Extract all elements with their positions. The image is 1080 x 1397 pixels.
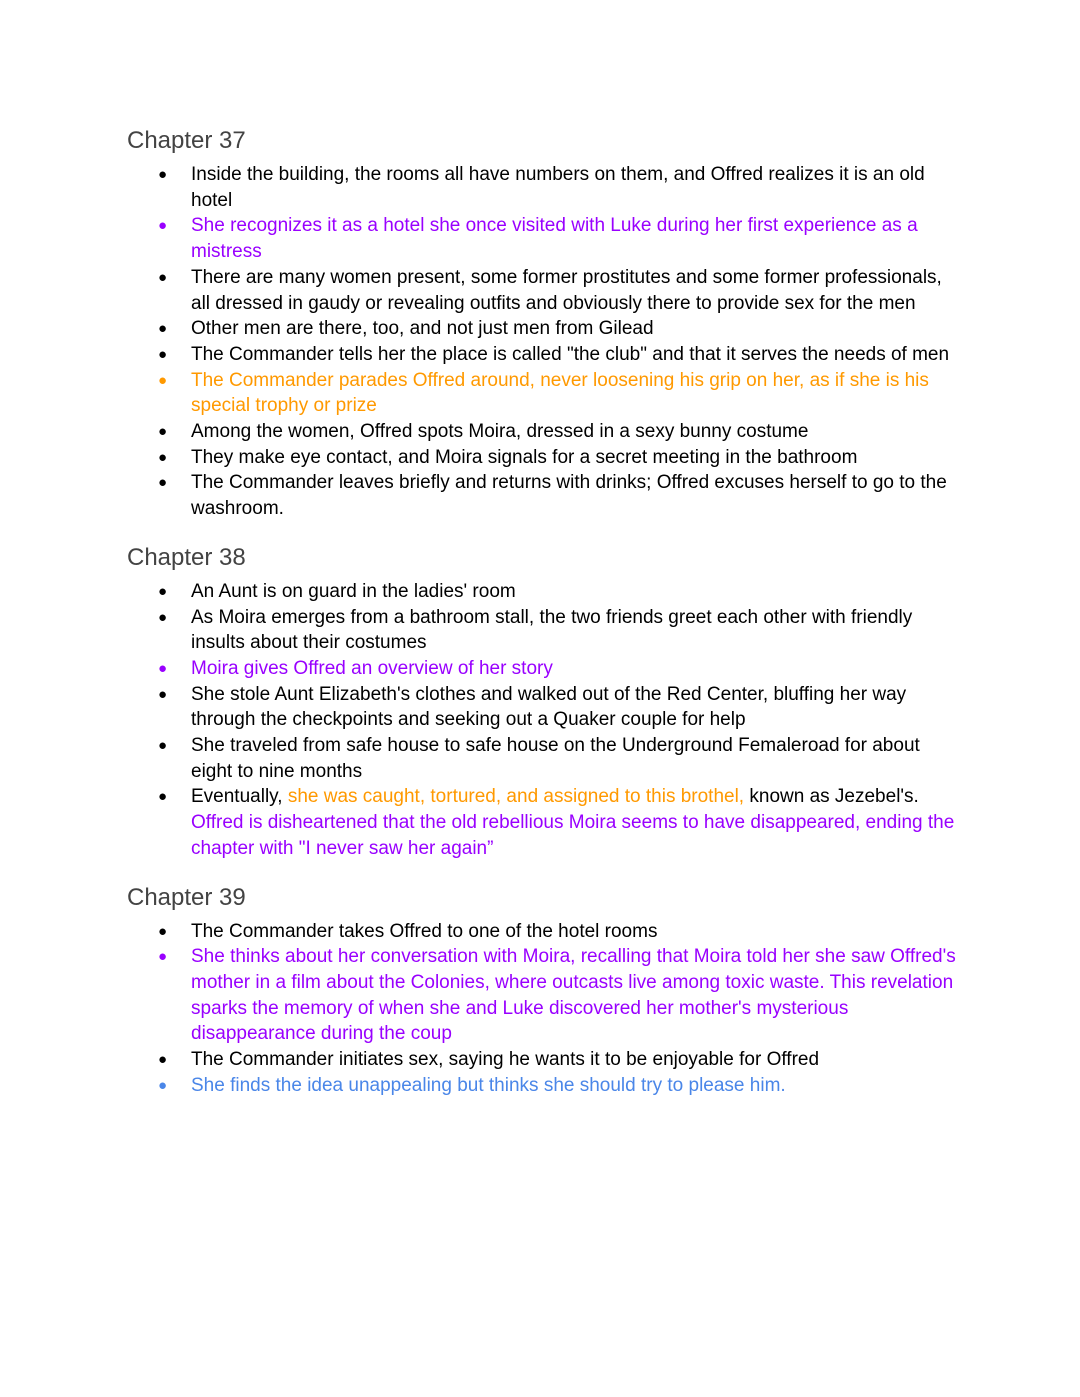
list-item — [127, 368, 959, 419]
bullet-list — [127, 579, 967, 862]
bullet-icon: ● — [158, 448, 168, 466]
list-item-text: She thinks about her conversation with Moira, recalling that Moira told her she saw Offred's mother in a film about the Colonies, where outcasts live among toxic waste. This revelation sparks the memory of when she and Luke discovered her mother's mysterious disappearance during the coup — [191, 946, 956, 1045]
bullet-icon: ● — [158, 371, 168, 389]
list-item — [127, 162, 959, 213]
list-item — [127, 213, 959, 264]
list-item — [127, 342, 959, 368]
list-item — [127, 445, 959, 471]
chapter-heading: Chapter 38 — [127, 543, 246, 571]
list-item-text: Eventually, — [191, 786, 288, 808]
bullet-icon: ● — [158, 608, 168, 626]
bullet-icon: ● — [158, 922, 168, 940]
list-item — [127, 1073, 959, 1099]
list-item-text: Other men are there, too, and not just men from Gilead — [191, 318, 654, 340]
bullet-icon: ● — [158, 1076, 168, 1094]
bullet-icon: ● — [158, 474, 168, 492]
list-item — [127, 733, 959, 784]
bullet-icon: ● — [158, 685, 168, 703]
bullet-icon: ● — [158, 423, 168, 441]
bullet-icon: ● — [158, 659, 168, 677]
bullet-icon: ● — [158, 948, 168, 966]
list-item-text: Moira gives Offred an overview of her story — [191, 657, 553, 679]
bullet-icon: ● — [158, 1051, 168, 1069]
list-item-text: She traveled from safe house to safe house on the Underground Femaleroad for about eight to nine months — [191, 735, 920, 782]
list-item-text: The Commander leaves briefly and returns with drinks; Offred excuses herself to go to the washroom. — [191, 472, 947, 520]
list-item-text: An Aunt is on guard in the ladies' room — [191, 580, 516, 602]
list-item — [127, 316, 959, 342]
bullet-list — [127, 162, 967, 522]
list-item-text: Inside the building, the rooms all have numbers on them, and Offred realizes it is an old hotel — [191, 164, 925, 211]
list-item-text: There are many women present, some former prostitutes and some former professionals, all dressed in gaudy or revealing outfits and obviously there to provide sex for the men — [191, 266, 942, 314]
list-item — [127, 605, 959, 656]
bullet-icon: ● — [158, 268, 168, 286]
list-item-text: As Moira emerges from a bathroom stall, the two friends greet each other with friendly insults about their costumes — [191, 606, 913, 654]
list-item — [127, 944, 959, 1047]
list-item-text: The Commander tells her the place is called "the club" and that it serves the needs of men — [191, 343, 950, 365]
list-item-text: Among the women, Offred spots Moira, dressed in a sexy bunny costume — [191, 421, 809, 443]
list-item-text: The Commander takes Offred to one of the hotel rooms — [191, 920, 658, 942]
bullet-icon: ● — [158, 788, 168, 806]
bullet-list — [127, 919, 967, 1099]
chapter-section — [127, 541, 967, 862]
bullet-icon: ● — [158, 166, 168, 183]
bullet-icon: ● — [158, 582, 168, 600]
list-item-text: They make eye contact, and Moira signals for a secret meeting in the bathroom — [191, 446, 858, 468]
chapter-section — [127, 124, 967, 522]
chapter-section — [127, 881, 967, 1099]
bullet-icon: ● — [158, 345, 168, 363]
list-item — [127, 656, 959, 682]
list-item-text: She recognizes it as a hotel she once visited with Luke during her first experience as a mistress — [191, 215, 918, 263]
list-item-text: The Commander initiates sex, saying he wants it to be enjoyable for Offred — [191, 1049, 820, 1071]
chapter-heading: Chapter 39 — [127, 883, 246, 911]
list-item-text: She finds the idea unappealing but thinks she should try to please him. — [191, 1074, 786, 1096]
document-body — [127, 124, 967, 1118]
chapter-heading: Chapter 37 — [127, 127, 246, 154]
list-item — [127, 470, 959, 521]
bullet-icon: ● — [158, 217, 168, 235]
list-item-text: Offred is disheartened that the old rebellious Moira seems to have disappeared, ending the chapter with "I never saw her again” — [191, 812, 955, 859]
list-item — [127, 919, 959, 945]
list-item — [127, 265, 959, 316]
list-item — [127, 419, 959, 445]
list-item — [127, 784, 959, 861]
list-item — [127, 1047, 959, 1073]
list-item-text: She stole Aunt Elizabeth's clothes and walked out of the Red Center, bluffing her way through the checkpoints and seeking out a Quaker couple for help — [191, 683, 907, 731]
list-item — [127, 579, 959, 605]
list-item-text: she was caught, tortured, and assigned to this brothel, — [287, 786, 750, 808]
bullet-icon: ● — [158, 320, 168, 338]
list-item-text: The Commander parades Offred around, never loosening his grip on her, as if she is his special trophy or prize — [191, 369, 929, 417]
bullet-icon: ● — [158, 737, 168, 755]
list-item — [127, 682, 959, 733]
list-item-text: known as Jezebel's. — [749, 786, 919, 808]
